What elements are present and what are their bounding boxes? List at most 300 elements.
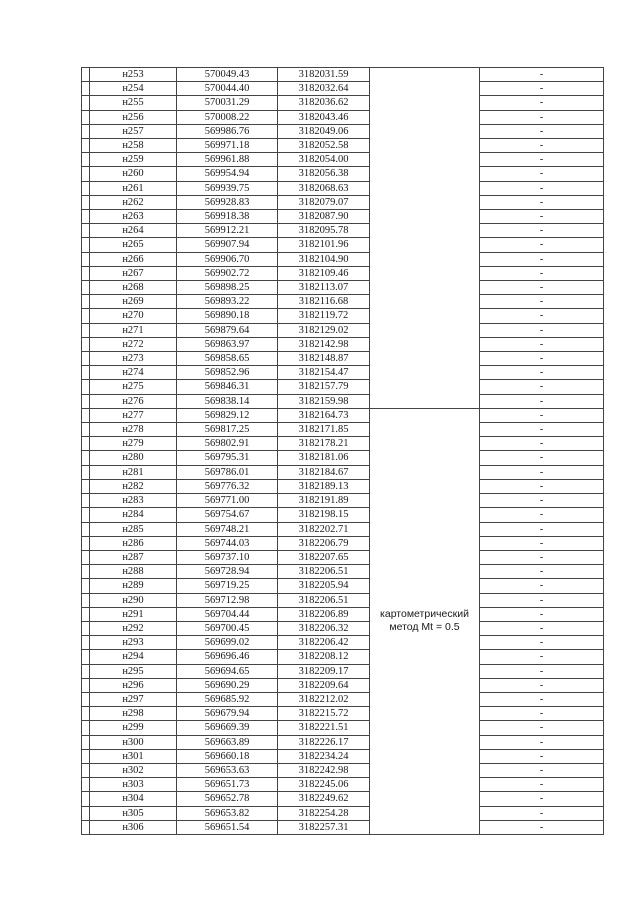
x-coordinate-cell: 569852.96 bbox=[177, 366, 278, 380]
table-row bbox=[82, 167, 604, 181]
margin-cell bbox=[82, 252, 90, 266]
y-coordinate-cell: 3182101.96 bbox=[278, 238, 370, 252]
accuracy-cell: - bbox=[480, 309, 604, 323]
margin-cell bbox=[82, 437, 90, 451]
point-name-cell: н266 bbox=[90, 252, 177, 266]
x-coordinate-cell: 569786.01 bbox=[177, 465, 278, 479]
margin-cell bbox=[82, 792, 90, 806]
accuracy-cell: - bbox=[480, 650, 604, 664]
x-coordinate-cell: 569879.64 bbox=[177, 323, 278, 337]
point-name-cell: н288 bbox=[90, 565, 177, 579]
accuracy-cell: - bbox=[480, 408, 604, 422]
point-name-cell: н304 bbox=[90, 792, 177, 806]
accuracy-cell: - bbox=[480, 664, 604, 678]
margin-cell bbox=[82, 394, 90, 408]
table-row bbox=[82, 707, 604, 721]
y-coordinate-cell: 3182207.65 bbox=[278, 550, 370, 564]
margin-cell bbox=[82, 778, 90, 792]
margin-cell bbox=[82, 621, 90, 635]
x-coordinate-cell: 569704.44 bbox=[177, 607, 278, 621]
margin-cell bbox=[82, 806, 90, 820]
table-row bbox=[82, 281, 604, 295]
margin-cell bbox=[82, 68, 90, 82]
y-coordinate-cell: 3182202.71 bbox=[278, 522, 370, 536]
point-name-cell: н256 bbox=[90, 110, 177, 124]
margin-cell bbox=[82, 721, 90, 735]
table-row bbox=[82, 579, 604, 593]
accuracy-cell: - bbox=[480, 110, 604, 124]
point-name-cell: н258 bbox=[90, 139, 177, 153]
point-name-cell: н257 bbox=[90, 124, 177, 138]
table-row bbox=[82, 96, 604, 110]
accuracy-cell: - bbox=[480, 195, 604, 209]
y-coordinate-cell: 3182031.59 bbox=[278, 68, 370, 82]
y-coordinate-cell: 3182087.90 bbox=[278, 210, 370, 224]
point-name-cell: н281 bbox=[90, 465, 177, 479]
margin-cell bbox=[82, 820, 90, 834]
accuracy-cell: - bbox=[480, 437, 604, 451]
margin-cell bbox=[82, 550, 90, 564]
x-coordinate-cell: 569954.94 bbox=[177, 167, 278, 181]
margin-cell bbox=[82, 266, 90, 280]
point-name-cell: н274 bbox=[90, 366, 177, 380]
table-row bbox=[82, 68, 604, 82]
y-coordinate-cell: 3182079.07 bbox=[278, 195, 370, 209]
point-name-cell: н287 bbox=[90, 550, 177, 564]
y-coordinate-cell: 3182184.67 bbox=[278, 465, 370, 479]
x-coordinate-cell: 569679.94 bbox=[177, 707, 278, 721]
accuracy-cell: - bbox=[480, 352, 604, 366]
point-name-cell: н269 bbox=[90, 295, 177, 309]
y-coordinate-cell: 3182119.72 bbox=[278, 309, 370, 323]
margin-cell bbox=[82, 593, 90, 607]
x-coordinate-cell: 569694.65 bbox=[177, 664, 278, 678]
table-row bbox=[82, 636, 604, 650]
y-coordinate-cell: 3182206.79 bbox=[278, 536, 370, 550]
accuracy-cell: - bbox=[480, 636, 604, 650]
x-coordinate-cell: 569690.29 bbox=[177, 678, 278, 692]
margin-cell bbox=[82, 82, 90, 96]
table-row bbox=[82, 295, 604, 309]
table-row bbox=[82, 82, 604, 96]
x-coordinate-cell: 569829.12 bbox=[177, 408, 278, 422]
x-coordinate-cell: 569651.73 bbox=[177, 778, 278, 792]
x-coordinate-cell: 569685.92 bbox=[177, 692, 278, 706]
y-coordinate-cell: 3182206.42 bbox=[278, 636, 370, 650]
table-row bbox=[82, 550, 604, 564]
table-row bbox=[82, 607, 604, 621]
point-name-cell: н296 bbox=[90, 678, 177, 692]
table-row bbox=[82, 749, 604, 763]
y-coordinate-cell: 3182206.51 bbox=[278, 565, 370, 579]
accuracy-cell: - bbox=[480, 124, 604, 138]
accuracy-cell: - bbox=[480, 167, 604, 181]
margin-cell bbox=[82, 565, 90, 579]
point-name-cell: н278 bbox=[90, 423, 177, 437]
x-coordinate-cell: 569652.78 bbox=[177, 792, 278, 806]
x-coordinate-cell: 569961.88 bbox=[177, 153, 278, 167]
table-row bbox=[82, 352, 604, 366]
point-name-cell: н270 bbox=[90, 309, 177, 323]
margin-cell bbox=[82, 366, 90, 380]
table-row bbox=[82, 763, 604, 777]
x-coordinate-cell: 569863.97 bbox=[177, 337, 278, 351]
accuracy-cell: - bbox=[480, 792, 604, 806]
table-row bbox=[82, 792, 604, 806]
y-coordinate-cell: 3182245.06 bbox=[278, 778, 370, 792]
table-row bbox=[82, 238, 604, 252]
margin-cell bbox=[82, 195, 90, 209]
coordinates-table-body bbox=[82, 68, 604, 835]
point-name-cell: н254 bbox=[90, 82, 177, 96]
table-row bbox=[82, 181, 604, 195]
y-coordinate-cell: 3182056.38 bbox=[278, 167, 370, 181]
accuracy-cell: - bbox=[480, 68, 604, 82]
table-row bbox=[82, 195, 604, 209]
method-line-2: метод Mt = 0.5 bbox=[389, 621, 460, 634]
point-name-cell: н293 bbox=[90, 636, 177, 650]
accuracy-cell: - bbox=[480, 153, 604, 167]
accuracy-cell: - bbox=[480, 224, 604, 238]
point-name-cell: н273 bbox=[90, 352, 177, 366]
x-coordinate-cell: 569651.54 bbox=[177, 820, 278, 834]
accuracy-cell: - bbox=[480, 82, 604, 96]
margin-cell bbox=[82, 664, 90, 678]
table-row bbox=[82, 650, 604, 664]
point-name-cell: н305 bbox=[90, 806, 177, 820]
y-coordinate-cell: 3182209.64 bbox=[278, 678, 370, 692]
y-coordinate-cell: 3182208.12 bbox=[278, 650, 370, 664]
accuracy-cell: - bbox=[480, 380, 604, 394]
margin-cell bbox=[82, 224, 90, 238]
point-name-cell: н265 bbox=[90, 238, 177, 252]
accuracy-cell: - bbox=[480, 252, 604, 266]
table-row bbox=[82, 494, 604, 508]
margin-cell bbox=[82, 337, 90, 351]
margin-cell bbox=[82, 479, 90, 493]
x-coordinate-cell: 569776.32 bbox=[177, 479, 278, 493]
y-coordinate-cell: 3182206.32 bbox=[278, 621, 370, 635]
margin-cell bbox=[82, 607, 90, 621]
point-name-cell: н280 bbox=[90, 451, 177, 465]
x-coordinate-cell: 569748.21 bbox=[177, 522, 278, 536]
accuracy-cell: - bbox=[480, 749, 604, 763]
x-coordinate-cell: 569719.25 bbox=[177, 579, 278, 593]
accuracy-cell: - bbox=[480, 139, 604, 153]
point-name-cell: н259 bbox=[90, 153, 177, 167]
margin-cell bbox=[82, 309, 90, 323]
y-coordinate-cell: 3182257.31 bbox=[278, 820, 370, 834]
table-row bbox=[82, 451, 604, 465]
margin-cell bbox=[82, 281, 90, 295]
point-name-cell: н271 bbox=[90, 323, 177, 337]
accuracy-cell: - bbox=[480, 323, 604, 337]
margin-cell bbox=[82, 96, 90, 110]
point-name-cell: н263 bbox=[90, 210, 177, 224]
y-coordinate-cell: 3182036.62 bbox=[278, 96, 370, 110]
point-name-cell: н289 bbox=[90, 579, 177, 593]
y-coordinate-cell: 3182234.24 bbox=[278, 749, 370, 763]
accuracy-cell: - bbox=[480, 522, 604, 536]
accuracy-cell: - bbox=[480, 479, 604, 493]
point-name-cell: н292 bbox=[90, 621, 177, 635]
point-name-cell: н283 bbox=[90, 494, 177, 508]
margin-cell bbox=[82, 139, 90, 153]
x-coordinate-cell: 570031.29 bbox=[177, 96, 278, 110]
accuracy-cell: - bbox=[480, 820, 604, 834]
margin-cell bbox=[82, 352, 90, 366]
point-name-cell: н284 bbox=[90, 508, 177, 522]
y-coordinate-cell: 3182104.90 bbox=[278, 252, 370, 266]
accuracy-cell: - bbox=[480, 210, 604, 224]
x-coordinate-cell: 569906.70 bbox=[177, 252, 278, 266]
table-row bbox=[82, 139, 604, 153]
table-row bbox=[82, 536, 604, 550]
x-coordinate-cell: 569893.22 bbox=[177, 295, 278, 309]
y-coordinate-cell: 3182043.46 bbox=[278, 110, 370, 124]
table-row bbox=[82, 210, 604, 224]
accuracy-cell: - bbox=[480, 678, 604, 692]
point-name-cell: н275 bbox=[90, 380, 177, 394]
margin-cell bbox=[82, 295, 90, 309]
margin-cell bbox=[82, 423, 90, 437]
table-row bbox=[82, 323, 604, 337]
margin-cell bbox=[82, 508, 90, 522]
x-coordinate-cell: 569918.38 bbox=[177, 210, 278, 224]
y-coordinate-cell: 3182164.73 bbox=[278, 408, 370, 422]
point-name-cell: н298 bbox=[90, 707, 177, 721]
x-coordinate-cell: 569817.25 bbox=[177, 423, 278, 437]
x-coordinate-cell: 569669.39 bbox=[177, 721, 278, 735]
y-coordinate-cell: 3182109.46 bbox=[278, 266, 370, 280]
x-coordinate-cell: 569858.65 bbox=[177, 352, 278, 366]
x-coordinate-cell: 569696.46 bbox=[177, 650, 278, 664]
y-coordinate-cell: 3182191.89 bbox=[278, 494, 370, 508]
x-coordinate-cell: 569653.63 bbox=[177, 763, 278, 777]
margin-cell bbox=[82, 636, 90, 650]
y-coordinate-cell: 3182113.07 bbox=[278, 281, 370, 295]
accuracy-cell: - bbox=[480, 366, 604, 380]
x-coordinate-cell: 569699.02 bbox=[177, 636, 278, 650]
x-coordinate-cell: 570008.22 bbox=[177, 110, 278, 124]
point-name-cell: н268 bbox=[90, 281, 177, 295]
accuracy-cell: - bbox=[480, 579, 604, 593]
y-coordinate-cell: 3182171.85 bbox=[278, 423, 370, 437]
table-row bbox=[82, 465, 604, 479]
margin-cell bbox=[82, 763, 90, 777]
table-row bbox=[82, 565, 604, 579]
accuracy-cell: - bbox=[480, 607, 604, 621]
margin-cell bbox=[82, 749, 90, 763]
accuracy-cell: - bbox=[480, 295, 604, 309]
table-row bbox=[82, 806, 604, 820]
x-coordinate-cell: 569660.18 bbox=[177, 749, 278, 763]
accuracy-cell: - bbox=[480, 281, 604, 295]
y-coordinate-cell: 3182054.00 bbox=[278, 153, 370, 167]
table-row bbox=[82, 735, 604, 749]
point-name-cell: н301 bbox=[90, 749, 177, 763]
point-name-cell: н294 bbox=[90, 650, 177, 664]
y-coordinate-cell: 3182209.17 bbox=[278, 664, 370, 678]
y-coordinate-cell: 3182181.06 bbox=[278, 451, 370, 465]
point-name-cell: н299 bbox=[90, 721, 177, 735]
x-coordinate-cell: 569902.72 bbox=[177, 266, 278, 280]
table-row bbox=[82, 124, 604, 138]
point-name-cell: н253 bbox=[90, 68, 177, 82]
y-coordinate-cell: 3182049.06 bbox=[278, 124, 370, 138]
table-row bbox=[82, 820, 604, 834]
table-row bbox=[82, 266, 604, 280]
accuracy-cell: - bbox=[480, 621, 604, 635]
x-coordinate-cell: 569846.31 bbox=[177, 380, 278, 394]
x-coordinate-cell: 569771.00 bbox=[177, 494, 278, 508]
table-row bbox=[82, 778, 604, 792]
margin-cell bbox=[82, 465, 90, 479]
x-coordinate-cell: 569939.75 bbox=[177, 181, 278, 195]
accuracy-cell: - bbox=[480, 238, 604, 252]
margin-cell bbox=[82, 167, 90, 181]
x-coordinate-cell: 569928.83 bbox=[177, 195, 278, 209]
accuracy-cell: - bbox=[480, 266, 604, 280]
table-row bbox=[82, 309, 604, 323]
margin-cell bbox=[82, 110, 90, 124]
y-coordinate-cell: 3182129.02 bbox=[278, 323, 370, 337]
accuracy-cell: - bbox=[480, 96, 604, 110]
table-row bbox=[82, 366, 604, 380]
table-row bbox=[82, 380, 604, 394]
table-row bbox=[82, 337, 604, 351]
accuracy-cell: - bbox=[480, 763, 604, 777]
table-row bbox=[82, 621, 604, 635]
margin-cell bbox=[82, 522, 90, 536]
x-coordinate-cell: 569728.94 bbox=[177, 565, 278, 579]
y-coordinate-cell: 3182116.68 bbox=[278, 295, 370, 309]
accuracy-cell: - bbox=[480, 181, 604, 195]
margin-cell bbox=[82, 650, 90, 664]
table-row bbox=[82, 678, 604, 692]
table-row bbox=[82, 153, 604, 167]
method-cell bbox=[370, 408, 480, 834]
point-name-cell: н285 bbox=[90, 522, 177, 536]
y-coordinate-cell: 3182052.58 bbox=[278, 139, 370, 153]
y-coordinate-cell: 3182159.98 bbox=[278, 394, 370, 408]
x-coordinate-cell: 570044.40 bbox=[177, 82, 278, 96]
y-coordinate-cell: 3182226.17 bbox=[278, 735, 370, 749]
margin-cell bbox=[82, 707, 90, 721]
accuracy-cell: - bbox=[480, 337, 604, 351]
x-coordinate-cell: 569737.10 bbox=[177, 550, 278, 564]
method-cell-group-1 bbox=[370, 68, 480, 409]
margin-cell bbox=[82, 579, 90, 593]
table-row bbox=[82, 508, 604, 522]
point-name-cell: н255 bbox=[90, 96, 177, 110]
accuracy-cell: - bbox=[480, 536, 604, 550]
accuracy-cell: - bbox=[480, 565, 604, 579]
point-name-cell: н277 bbox=[90, 408, 177, 422]
x-coordinate-cell: 569838.14 bbox=[177, 394, 278, 408]
point-name-cell: н290 bbox=[90, 593, 177, 607]
accuracy-cell: - bbox=[480, 508, 604, 522]
margin-cell bbox=[82, 380, 90, 394]
x-coordinate-cell: 569700.45 bbox=[177, 621, 278, 635]
point-name-cell: н262 bbox=[90, 195, 177, 209]
table-row bbox=[82, 522, 604, 536]
y-coordinate-cell: 3182242.98 bbox=[278, 763, 370, 777]
accuracy-cell: - bbox=[480, 806, 604, 820]
x-coordinate-cell: 569907.94 bbox=[177, 238, 278, 252]
point-name-cell: н276 bbox=[90, 394, 177, 408]
y-coordinate-cell: 3182254.28 bbox=[278, 806, 370, 820]
y-coordinate-cell: 3182198.15 bbox=[278, 508, 370, 522]
y-coordinate-cell: 3182206.89 bbox=[278, 607, 370, 621]
margin-cell bbox=[82, 181, 90, 195]
accuracy-cell: - bbox=[480, 721, 604, 735]
y-coordinate-cell: 3182249.62 bbox=[278, 792, 370, 806]
y-coordinate-cell: 3182205.94 bbox=[278, 579, 370, 593]
accuracy-cell: - bbox=[480, 778, 604, 792]
accuracy-cell: - bbox=[480, 692, 604, 706]
point-name-cell: н261 bbox=[90, 181, 177, 195]
margin-cell bbox=[82, 238, 90, 252]
x-coordinate-cell: 569795.31 bbox=[177, 451, 278, 465]
x-coordinate-cell: 569744.03 bbox=[177, 536, 278, 550]
accuracy-cell: - bbox=[480, 451, 604, 465]
table-row bbox=[82, 692, 604, 706]
table-row bbox=[82, 593, 604, 607]
accuracy-cell: - bbox=[480, 394, 604, 408]
margin-cell bbox=[82, 124, 90, 138]
table-row bbox=[82, 423, 604, 437]
y-coordinate-cell: 3182206.51 bbox=[278, 593, 370, 607]
point-name-cell: н291 bbox=[90, 607, 177, 621]
point-name-cell: н272 bbox=[90, 337, 177, 351]
coordinates-table bbox=[81, 67, 604, 835]
table-row bbox=[82, 224, 604, 238]
accuracy-cell: - bbox=[480, 494, 604, 508]
table-row bbox=[82, 252, 604, 266]
accuracy-cell: - bbox=[480, 423, 604, 437]
y-coordinate-cell: 3182189.13 bbox=[278, 479, 370, 493]
x-coordinate-cell: 569712.98 bbox=[177, 593, 278, 607]
table-row bbox=[82, 408, 604, 422]
x-coordinate-cell: 570049.43 bbox=[177, 68, 278, 82]
margin-cell bbox=[82, 735, 90, 749]
y-coordinate-cell: 3182178.21 bbox=[278, 437, 370, 451]
x-coordinate-cell: 569890.18 bbox=[177, 309, 278, 323]
margin-cell bbox=[82, 536, 90, 550]
accuracy-cell: - bbox=[480, 593, 604, 607]
table-row bbox=[82, 664, 604, 678]
point-name-cell: н300 bbox=[90, 735, 177, 749]
point-name-cell: н267 bbox=[90, 266, 177, 280]
y-coordinate-cell: 3182032.64 bbox=[278, 82, 370, 96]
margin-cell bbox=[82, 451, 90, 465]
margin-cell bbox=[82, 678, 90, 692]
point-name-cell: н282 bbox=[90, 479, 177, 493]
y-coordinate-cell: 3182095.78 bbox=[278, 224, 370, 238]
x-coordinate-cell: 569912.21 bbox=[177, 224, 278, 238]
y-coordinate-cell: 3182068.63 bbox=[278, 181, 370, 195]
accuracy-cell: - bbox=[480, 735, 604, 749]
table-row bbox=[82, 110, 604, 124]
table-row bbox=[82, 394, 604, 408]
y-coordinate-cell: 3182148.87 bbox=[278, 352, 370, 366]
y-coordinate-cell: 3182212.02 bbox=[278, 692, 370, 706]
x-coordinate-cell: 569802.91 bbox=[177, 437, 278, 451]
point-name-cell: н286 bbox=[90, 536, 177, 550]
accuracy-cell: - bbox=[480, 465, 604, 479]
y-coordinate-cell: 3182154.47 bbox=[278, 366, 370, 380]
